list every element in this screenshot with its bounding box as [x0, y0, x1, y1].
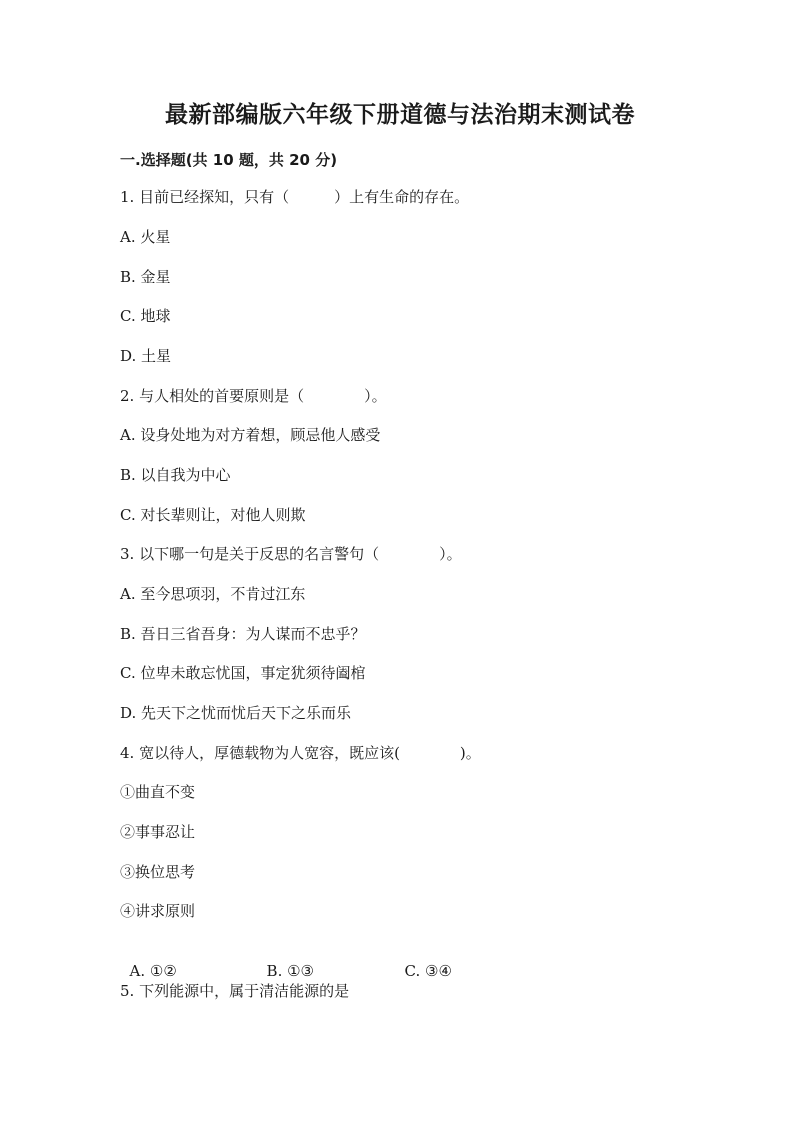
answer-option: A. 火星	[120, 228, 171, 246]
answer-option: B. 以自我为中心	[120, 466, 231, 484]
statement-item: ③换位思考	[120, 863, 196, 881]
question-stem: 3. 以下哪一句是关于反思的名言警句（ ）。	[120, 545, 462, 563]
answer-option: C. 对长辈则让，对他人则欺	[120, 506, 306, 524]
statement-item: ②事事忍让	[120, 823, 196, 841]
answer-option: D. 土星	[120, 347, 172, 365]
statement-item: ①曲直不变	[120, 783, 196, 801]
answer-option: B. ①③	[266, 962, 315, 980]
question-stem: 2. 与人相处的首要原则是（ ）。	[120, 387, 387, 405]
answer-option: B. 金星	[120, 268, 171, 286]
inline-options-row	[120, 941, 452, 981]
answer-option: A. ①②	[129, 962, 177, 980]
answer-option: C. 地球	[120, 307, 171, 325]
answer-option: C. 位卑未敢忘忧国，事定犹须待阖棺	[120, 664, 366, 682]
section-heading: 一.选择题(共 10 题，共 20 分)	[120, 151, 338, 169]
question-stem: 4. 宽以待人，厚德载物为人宽容，既应该( )。	[120, 744, 481, 762]
question-stem: 1. 目前已经探知，只有（ ）上有生命的存在。	[120, 188, 470, 206]
answer-option: B. 吾日三省吾身：为人谋而不忠乎？	[120, 625, 366, 643]
statement-item: ④讲求原则	[120, 902, 196, 920]
answer-option: D. 先天下之忧而忧后天下之乐而乐	[120, 704, 352, 722]
exam-title: 最新部编版六年级下册道德与法治期末测试卷	[165, 102, 635, 128]
answer-option: C. ③④	[404, 962, 452, 980]
question-stem: 5. 下列能源中，属于清洁能源的是	[120, 982, 350, 1000]
answer-option: A. 至今思项羽，不肯过江东	[120, 585, 306, 603]
answer-option: A. 设身处地为对方着想，顾忌他人感受	[120, 426, 381, 444]
